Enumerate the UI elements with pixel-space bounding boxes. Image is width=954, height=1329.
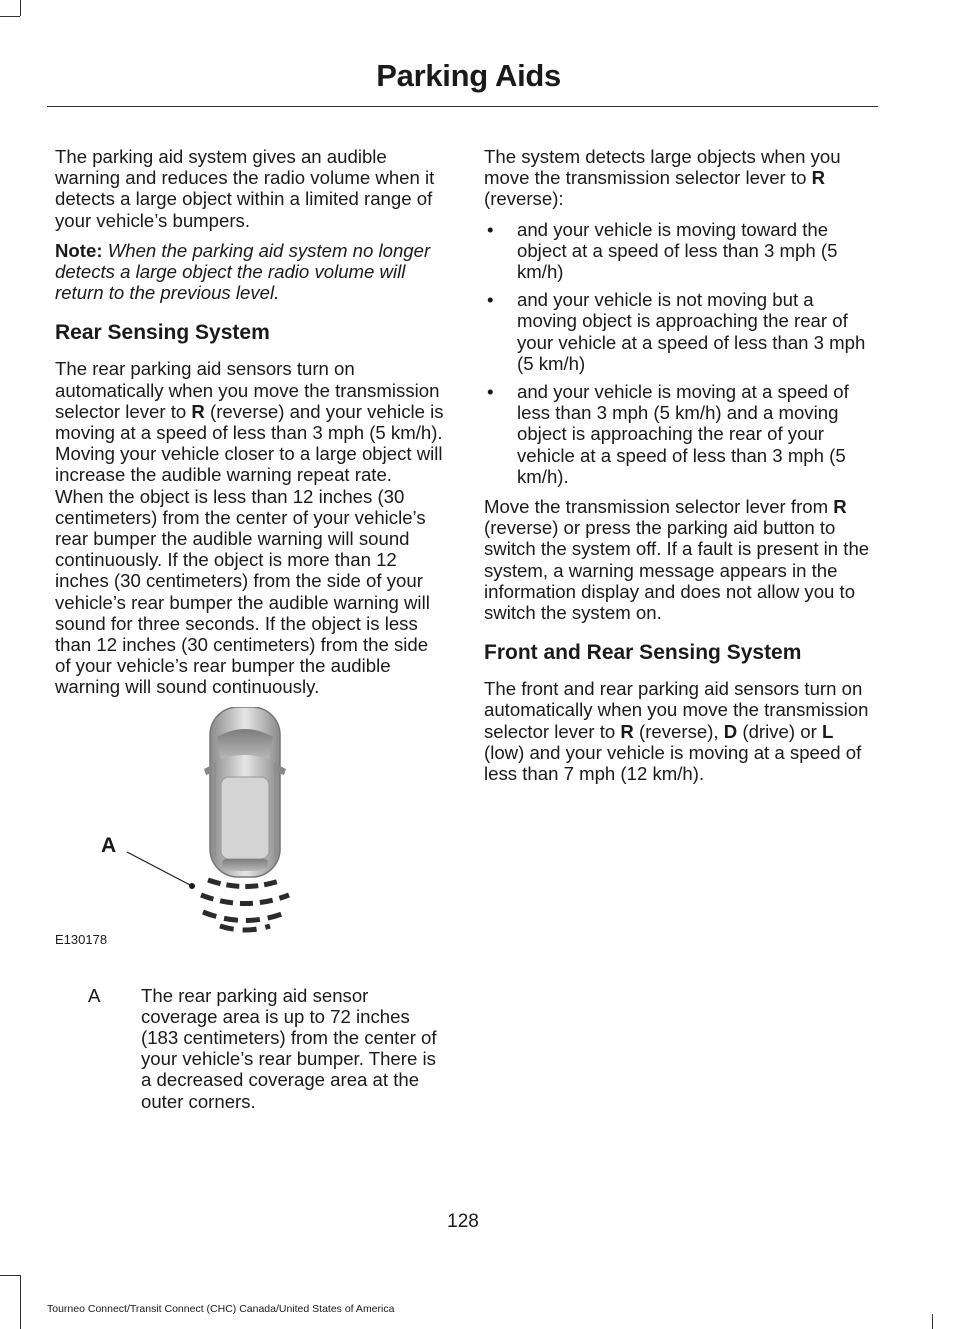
crop-mark <box>932 1314 933 1329</box>
front-rear-text: The front and rear parking aid sensors turn on automatically when you move the transmission selector lever to <box>484 678 869 742</box>
title-rule <box>47 106 878 107</box>
front-rear-text: (drive) or <box>742 720 817 742</box>
rear-sensing-heading: Rear Sensing System <box>55 321 270 345</box>
bullet-icon: • <box>487 381 494 403</box>
car-top-view-icon <box>204 707 286 877</box>
list-item <box>484 381 876 487</box>
page-number: 128 <box>447 1211 479 1232</box>
list-item <box>484 289 876 374</box>
rear-sensing-paragraph <box>55 358 445 697</box>
crop-mark <box>20 0 21 16</box>
figure-code: E130178 <box>55 931 108 947</box>
switch-off-text: (reverse) or press the parking aid button to switch the system off. If a fault is present in the system, a warning message appears in the information display and does not allow you to switch the system on. <box>484 517 870 624</box>
front-rear-text: (reverse), <box>639 720 719 742</box>
figure-legend-row <box>55 985 445 1112</box>
list-item-text: and your vehicle is moving toward the object at a speed of less than 3 mph (5 km/h) <box>517 218 838 283</box>
bullet-icon: • <box>487 218 494 240</box>
list-item-text: and your vehicle is not moving but a moving object is approaching the rear of your vehicle at a speed of less than 3 mph (5 km/h) <box>517 289 866 374</box>
crop-mark <box>20 1275 21 1329</box>
legend-text: The rear parking aid sensor coverage area is up to 72 inches (183 centimeters) from the center of your vehicle’s rear bumper. There is a decreased coverage area at the outer corners. <box>141 984 437 1112</box>
detection-intro-text: The system detects large objects when you move the transmission selector lever to <box>484 146 841 189</box>
footer-text: Tourneo Connect/Transit Connect (CHC) Canada/United States of America <box>47 1303 395 1315</box>
reverse-gear-label: R <box>833 496 847 518</box>
low-gear-label: L <box>821 720 834 742</box>
reverse-gear-label: R <box>620 720 634 742</box>
drive-gear-label: D <box>723 720 738 742</box>
switch-off-paragraph <box>484 496 876 623</box>
reverse-gear-label: R <box>191 400 205 422</box>
rear-body-text: (reverse) and your vehicle is moving at a speed of less than 3 mph (5 km/h). Moving your vehicle closer to a large object will increase the audible warning repeat rate. When the object is less than 12 inches (30 centimeters) from the center of your vehicle’s rear bumper the audible warning will sound continuously. If the object is more than 12 inches (30 centimeters) from the side of your vehicle’s rear bumper the audible warning will sound for three seconds. If the object is less than 12 inches (30 centimeters) from the side of your vehicle’s rear bumper the audible warning will sound continuously. <box>55 400 444 698</box>
front-rear-paragraph <box>484 678 876 784</box>
page-title: Parking Aids <box>376 58 561 93</box>
bullet-icon: • <box>487 289 494 311</box>
reverse-gear-label: R <box>811 167 826 189</box>
detection-intro <box>484 146 876 210</box>
detection-conditions-list <box>484 219 876 487</box>
crop-mark <box>0 1275 20 1276</box>
list-item <box>484 219 876 283</box>
switch-off-text: Move the transmission selector lever from <box>484 496 829 518</box>
legend-key: A <box>88 984 101 1006</box>
callout-dot <box>189 883 195 889</box>
note-label: Note: <box>55 239 103 261</box>
right-column <box>484 146 876 793</box>
front-rear-text: (low) and your vehicle is moving at a speed of less than 7 mph (12 km/h). <box>484 741 862 785</box>
sensor-wave-icon <box>201 880 289 930</box>
left-column <box>55 146 445 1112</box>
callout-leader-line <box>127 852 192 886</box>
figure-callout-label: A <box>101 833 117 857</box>
front-rear-sensing-heading: Front and Rear Sensing System <box>484 641 802 665</box>
note-paragraph <box>55 240 445 304</box>
detection-intro-text: (reverse): <box>484 188 564 210</box>
rear-sensor-figure <box>55 707 445 969</box>
list-item-text: and your vehicle is moving at a speed of less than 3 mph (5 km/h) and a moving object is approaching the rear of your vehicle at a speed of less than 3 mph (5 km/h). <box>517 381 849 487</box>
note-text: When the parking aid system no longer detects a large object the radio volume will return to the previous level. <box>55 239 431 304</box>
rear-body-text: The rear parking aid sensors turn on automatically when you move the transmission selector lever to <box>55 358 440 422</box>
intro-paragraph: The parking aid system gives an audible warning and reduces the radio volume when it detects a large object within a limited range of your vehicle’s bumpers. <box>55 146 435 231</box>
crop-mark <box>0 16 20 17</box>
